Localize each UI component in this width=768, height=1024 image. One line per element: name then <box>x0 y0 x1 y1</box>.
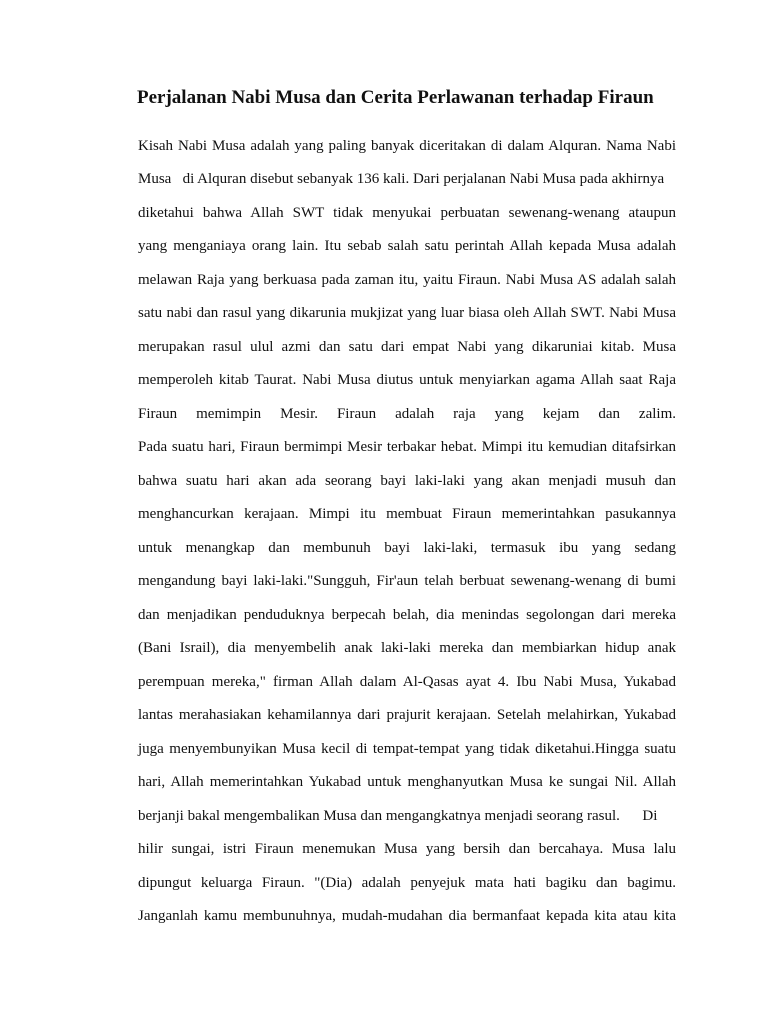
paragraph-line: berjanji bakal mengembalikan Musa dan mengangkatnya menjadi seorang rasul. Di <box>138 808 658 824</box>
paragraph-line: hari, Allah memerintahkan Yukabad untuk menghanyutkan Musa ke sungai Nil. Allah <box>138 774 676 790</box>
paragraph-line: bahwa suatu hari akan ada seorang bayi laki-laki yang akan menjadi musuh dan <box>138 473 676 489</box>
paragraph-line: (Bani Israil), dia menyembelih anak laki-laki mereka dan membiarkan hidup anak <box>138 640 676 656</box>
paragraph-line: satu nabi dan rasul yang dikarunia mukjizat yang luar biasa oleh Allah SWT. Nabi Musa <box>138 305 676 321</box>
paragraph-line: Pada suatu hari, Firaun bermimpi Mesir terbakar hebat. Mimpi itu kemudian ditafsirkan <box>138 439 676 455</box>
paragraph-line: memperoleh kitab Taurat. Nabi Musa diutus untuk menyiarkan agama Allah saat Raja <box>138 372 676 388</box>
paragraph-line: hilir sungai, istri Firaun menemukan Musa yang bersih dan bercahaya. Musa lalu <box>138 841 676 857</box>
page-title: Perjalanan Nabi Musa dan Cerita Perlawanan terhadap Firaun <box>137 87 654 108</box>
paragraph-line: Firaun memimpin Mesir. Firaun adalah raja yang kejam dan zalim. <box>138 406 676 422</box>
paragraph-line: lantas merahasiakan kehamilannya dari prajurit kerajaan. Setelah melahirkan, Yukabad <box>138 707 676 723</box>
paragraph-line: juga menyembunyikan Musa kecil di tempat-tempat yang tidak diketahui.Hingga suatu <box>138 741 676 757</box>
paragraph-line: mengandung bayi laki-laki."Sungguh, Fir'aun telah berbuat sewenang-wenang di bumi <box>138 573 676 589</box>
paragraph-line: dipungut keluarga Firaun. "(Dia) adalah penyejuk mata hati bagiku dan bagimu. <box>138 875 676 891</box>
paragraph-line: merupakan rasul ulul azmi dan satu dari empat Nabi yang dikaruniai kitab. Musa <box>138 339 676 355</box>
paragraph-line: untuk menangkap dan membunuh bayi laki-laki, termasuk ibu yang sedang <box>138 540 676 556</box>
paragraph-line: menghancurkan kerajaan. Mimpi itu membuat Firaun memerintahkan pasukannya <box>138 506 676 522</box>
paragraph-line: dan menjadikan penduduknya berpecah belah, dia menindas segolongan dari mereka <box>138 607 676 623</box>
paragraph-line: melawan Raja yang berkuasa pada zaman itu, yaitu Firaun. Nabi Musa AS adalah salah <box>138 272 676 288</box>
paragraph-line: Kisah Nabi Musa adalah yang paling banyak diceritakan di dalam Alquran. Nama Nabi <box>138 138 676 154</box>
paragraph-line: diketahui bahwa Allah SWT tidak menyukai perbuatan sewenang-wenang ataupun <box>138 205 676 221</box>
paragraph-line: perempuan mereka," firman Allah dalam Al-Qasas ayat 4. Ibu Nabi Musa, Yukabad <box>138 674 676 690</box>
paragraph-line: yang menganiaya orang lain. Itu sebab salah satu perintah Allah kepada Musa adalah <box>138 238 676 254</box>
paragraph-line: Janganlah kamu membunuhnya, mudah-mudahan dia bermanfaat kepada kita atau kita <box>138 908 676 924</box>
paragraph-line: Musa di Alquran disebut sebanyak 136 kali. Dari perjalanan Nabi Musa pada akhirnya <box>138 171 665 187</box>
